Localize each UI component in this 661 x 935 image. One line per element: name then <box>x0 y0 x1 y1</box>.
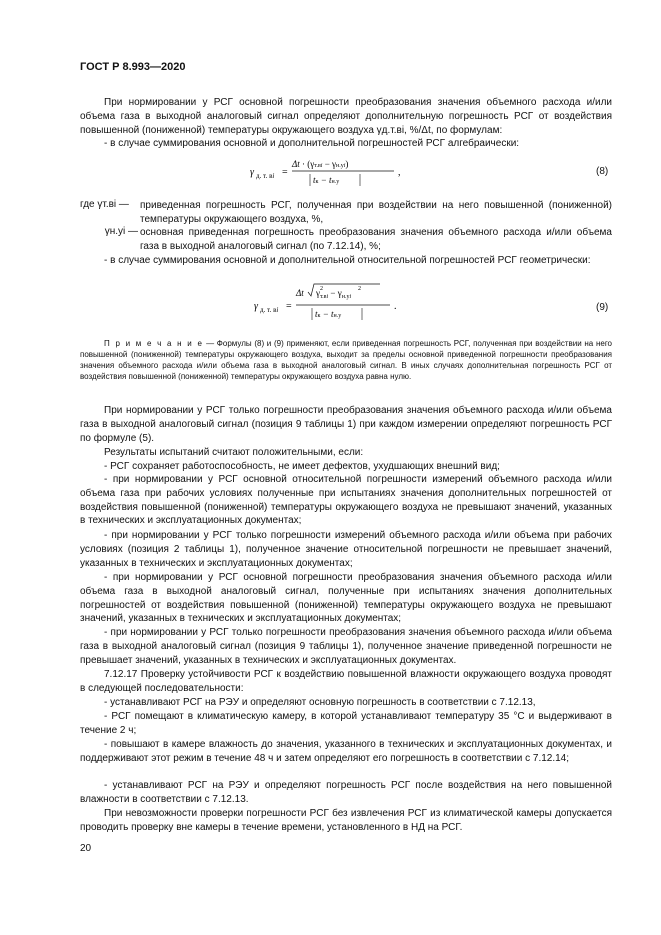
paragraph-conversion-only: При нормировании у РСГ только погрешности преобразования значения объемного расхода и/или объема газа в выходной аналоговый сигнал (позиция 9 таблицы 1) при каждом измерении определяют погрешность РСГ по формуле (5). <box>80 405 612 444</box>
svg-text:Δt: Δt <box>296 288 304 298</box>
note-text: — Формулы (8) и (9) применяют, если приведенная погрешность РСГ, полученная при воздействии на него повышенной (пониженной) температуры окружающего воздуха, выходит за пределы основной приведенной погрешности преобразования значения объемного расхода и/или объема газа в выходной аналоговый сигнал. В иных случаях дополнительная погрешность РСГ от воздействия повышенной (пониженной) температуры окружающего воздуха равна нулю. <box>80 339 613 381</box>
formula-9 <box>254 282 424 324</box>
svg-text:2: 2 <box>320 286 323 292</box>
formula-8 <box>250 152 420 190</box>
svg-text:д. т. вi: д. т. вi <box>256 172 275 180</box>
page-number: 20 <box>80 843 92 854</box>
criteria-item-2: - при нормировании у РСГ основной относительной погрешности измерений объемного расхода и/или объема газа при рабочих условиях полученные при испытаниях значения дополнительных погрешностей от воздействия повышенной (пониженной) температуры окружающего воздуха не превышают значений, указанных в технических и эксплуатационных документах; <box>80 474 612 527</box>
equation-number-8: (8) <box>596 166 609 177</box>
svg-text:=: = <box>286 301 292 312</box>
definition-text-gamma-nu: основная приведенная погрешность преобразования значения объемного расхода и/или объема газа в выходной аналоговый сигнал (по 7.12.14), %; <box>140 227 612 252</box>
svg-text:.: . <box>394 301 397 312</box>
equation-number-9: (9) <box>596 302 609 313</box>
procedure-step-1: - устанавливают РСГ на РЭУ и определяют основную погрешность в соответствии с 7.12.13, <box>104 697 536 708</box>
paragraph-algebraic-case: - в случае суммирования основной и дополнительной погрешностей РСГ алгебраически: <box>104 138 520 149</box>
note-block <box>80 338 612 382</box>
svg-text:γ: γ <box>250 167 254 178</box>
svg-text:tк − tн.у: tк − tн.у <box>313 175 340 185</box>
paragraph-intro: При нормировании у РСГ основной погрешности преобразования значения объемного расхода и/или объема газа в выходной аналоговый сигнал определяют дополнительную погрешность РСГ от воздействия повышенной (пониженной) температуры окружающего воздуха γд.т.вi, %/Δt, по формулам: <box>80 97 612 136</box>
procedure-step-4: - устанавливают РСГ на РЭУ и определяют погрешность РСГ после воздействия на него повышенной влажности в соответствии с 7.12.13. <box>80 780 612 805</box>
definition-text-gamma-tv: приведенная погрешность РСГ, полученная при воздействии на него повышенной (пониженной) температуры окружающего воздуха, %, <box>140 200 612 225</box>
svg-text:,: , <box>398 167 401 178</box>
procedure-step-3: - повышают в камере влажность до значения, указанного в технических и эксплуатационных документах, и поддерживают этот режим в течение 48 ч и затем определяют его погрешность в соответствии с 7.12.14; <box>80 739 612 764</box>
svg-text:2: 2 <box>358 286 361 292</box>
criteria-item-3: - при нормировании у РСГ только погрешности измерений объемного расхода и/или объема при рабочих условиях (позиция 2 таблицы 1), полученное значение относительной погрешности не превышает значений, указанных в технических и эксплуатационных документах; <box>80 530 612 569</box>
procedure-step-2: - РСГ помещают в климатическую камеру, в которой устанавливают температуру 35 °С и выдерживают в течение 2 ч; <box>80 711 612 736</box>
criteria-item-5: - при нормировании у РСГ только погрешности преобразования значения объемного расхода и/или объема газа в выходной аналоговый сигнал (позиция 9 таблицы 1), полученное значение приведенной погрешности не превышает значений, указанных в технических и эксплуатационных документах. <box>80 627 612 666</box>
paragraph-geometric-case: - в случае суммирования основной и дополнительной относительной погрешностей РСГ геометрически: <box>104 255 591 266</box>
svg-text:д. т. вi: д. т. вi <box>260 306 279 314</box>
standard-header: ГОСТ Р 8.993—2020 <box>80 61 186 73</box>
paragraph-results-criteria: Результаты испытаний считают положительными, если: <box>104 447 364 458</box>
svg-text:γт.вi − γн.уi: $\gamma_{т.вi} - \gamma_{н.уi}$ <box>316 288 352 300</box>
svg-text:tк − tн.у: tк − tн.у <box>315 309 342 319</box>
definition-label-gamma-nu: γн.уi — <box>104 226 138 237</box>
svg-text:Δt · (γт.вi − γн.уi): Δt · (γт.вi − γн.уi) <box>292 159 349 169</box>
paragraph-outside-chamber: При невозможности проверки погрешности РСГ без извлечения РСГ из климатической камеры допускается проводить проверку вне камеры в течение времени, установленного в НД на РСГ. <box>80 808 612 833</box>
criteria-item-4: - при нормировании у РСГ основной погрешности преобразования значения объемного расхода и/или объема газа в выходной аналоговый сигнал, полученные при испытаниях значения дополнительных погрешностей от воздействия повышенной (пониженной) температуры окружающего воздуха не превышают значений, указанных в технических и эксплуатационных документах; <box>80 572 612 625</box>
note-label: П р и м е ч а н и е <box>104 339 204 348</box>
svg-text:=: = <box>282 167 288 178</box>
criteria-item-1: - РСГ сохраняет работоспособность, не имеет дефектов, ухудшающих внешний вид; <box>104 461 500 472</box>
clause-7-12-17: 7.12.17 Проверку устойчивости РСГ к воздействию повышенной влажности окружающего воздуха проводят в следующей последовательности: <box>80 669 612 694</box>
definition-label-gamma-tv: где γт.вi — <box>80 199 129 210</box>
svg-text:γ: γ <box>254 301 258 312</box>
